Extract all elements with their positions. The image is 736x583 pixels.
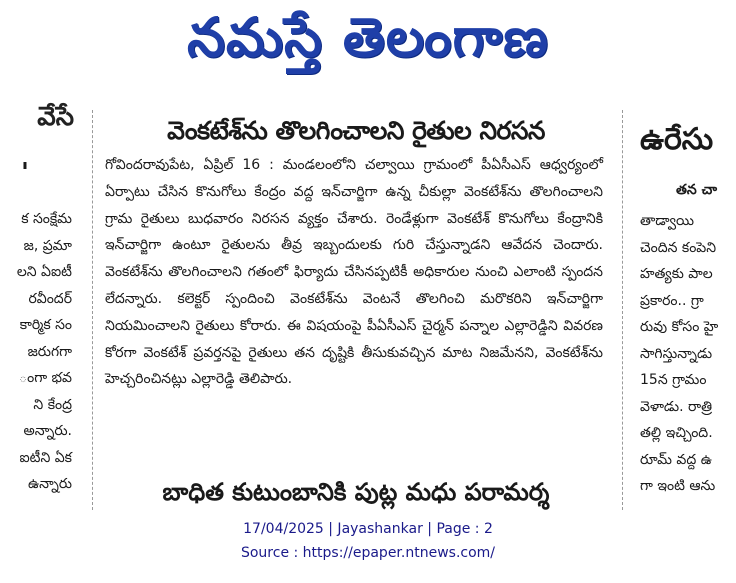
right-headline-fragment: ఉరేసు — [640, 122, 714, 157]
text-line: ఐటీని ఏక — [19, 449, 72, 466]
source-line: Source : https://epaper.ntnews.com/ — [240, 545, 496, 561]
right-column — [630, 100, 736, 510]
right-column-text — [640, 208, 718, 500]
text-line: కార్మిక సం — [19, 317, 72, 333]
column-divider — [622, 110, 623, 510]
footer — [0, 517, 736, 565]
text-line: క సంక్షేమ — [21, 211, 72, 227]
text-line: చెందిన కంపెని — [640, 239, 717, 256]
text-line: సాగిస్తున్నాడు — [640, 345, 713, 362]
newspaper-logo: నమస్తే తెలంగాణ — [187, 6, 549, 69]
article-body: గోవిందరావుపేట, ఏప్రిల్ 16 : మండలంలోని చల్వాయి గ్రామంలో పీఏసీఎస్ ఆధ్వర్యంలో ఏర్పాటు చేసిన కొనుగోలు కేంద్రం వద్ద ఇన్‌చార్జిగా ఉన్న చీకుల్లా వెంకటేశ్‌ను తొలగించాలని గ్రామ రైతులు బుధవారం నిరసన వ్యక్తం చేశారు. రెండేళ్లుగా వెంకటేశ్ కొనుగోలు కేంద్రానికి ఇన్‌చార్జిగా ఉంటూ రైతులను తీవ్ర ఇబ్బందులకు గురి చేస్తున్నాడని ఆవేదన చెందారు. వెంకటేశ్‌ను తొలగించాలని గతంలో ఫిర్యాదు చేసినప్పటికీ అధికారుల నుంచి ఎలాంటి స్పందన లేదన్నారు. కలెక్టర్ స్పందించి వెంకటేశ్‌ను వెంటనే తొలగించి మరొకరిని ఇన్‌చార్జిగా నియమించాలని రైతులు కోరారు. ఈ విషయంపై పీఏసీఎస్ చైర్మన్ పన్నాల ఎల్లారెడ్డిని వివరణ కోరగా వెంకటేశ్ ప్రవర్తనపై రైతులు తన దృష్టికి తీసుకువచ్చిన మాట నిజమేనని, వెంకటేశ్‌ను హెచ్చరించినట్లు ఎల్లారెడ్డి తెలిపారు. — [105, 157, 603, 388]
text-line: రవీందర్ — [28, 290, 72, 307]
text-line: తల్లి ఇచ్చింది. — [640, 425, 713, 441]
left-column — [0, 100, 84, 510]
masthead — [0, 0, 736, 92]
left-headline-fragment: వేసే — [37, 102, 74, 132]
right-subhead-fragment: తన చా — [676, 182, 718, 198]
newspaper-clipping — [0, 100, 736, 510]
column-divider — [92, 110, 93, 510]
next-article-headline: బాధిత కుటుంబానికి పుట్ల మధు పరామర్శ — [162, 478, 550, 506]
text-line: లని ఏఐటీ — [16, 264, 72, 280]
edition-info: 17/04/2025 | Jayashankar | Page : 2 — [243, 521, 493, 537]
text-line: తాడ్వాయి — [640, 213, 694, 229]
text-line: వెళాడు. రాత్రి — [640, 398, 713, 415]
left-column-text — [17, 206, 72, 498]
main-article — [100, 100, 612, 510]
text-line: జ, ప్రమా — [23, 237, 72, 254]
text-line: అన్నారు. — [23, 423, 72, 439]
left-headline-fragment-2: ' — [21, 158, 29, 188]
text-line: ంగా భవ — [19, 370, 72, 386]
text-line: జరుగగా — [27, 343, 72, 360]
text-line: ని కేంద్ర — [33, 396, 72, 413]
text-line: 15న గ్రామం — [640, 372, 707, 388]
article-headline: వెంకటేశ్‌ను తొలగించాలని రైతుల నిరసన — [167, 116, 545, 145]
text-line: రువు కోసం హై — [640, 319, 719, 335]
text-line: ప్రకారం.. గ్రా — [640, 292, 704, 309]
text-line: ఉన్నారు — [28, 476, 72, 492]
text-line: గా ఇంటి ఆను — [640, 478, 716, 494]
text-line: రూమ్ వద్ద ఉ — [640, 451, 712, 468]
text-line: హత్యకు పాల — [640, 266, 713, 282]
